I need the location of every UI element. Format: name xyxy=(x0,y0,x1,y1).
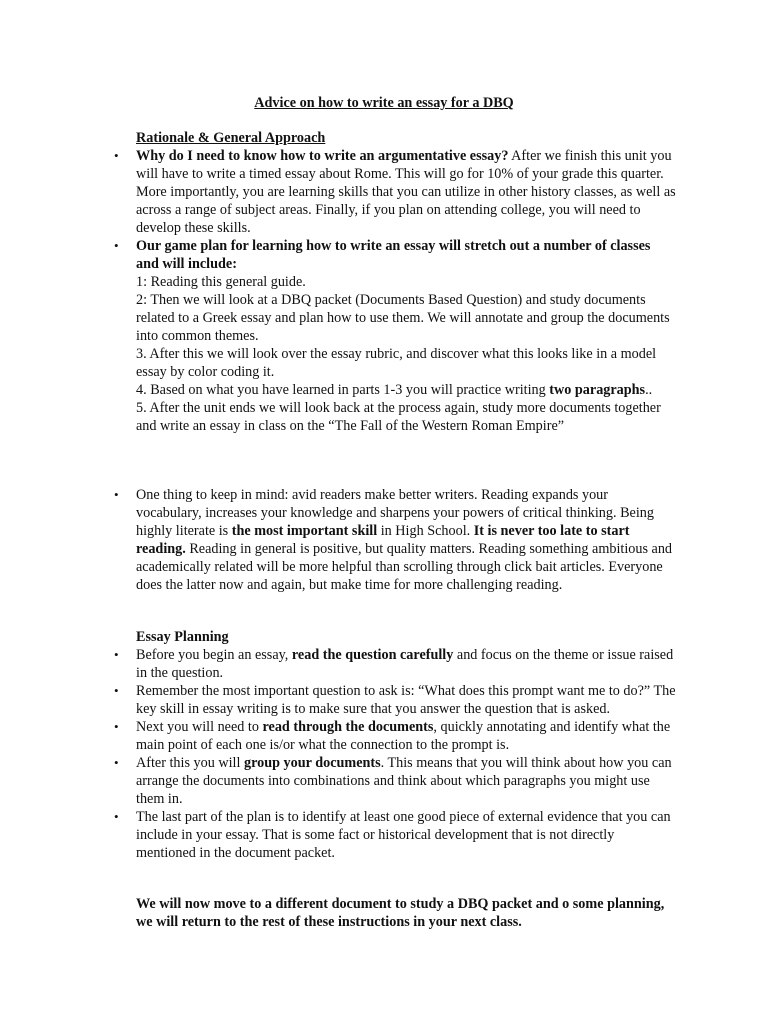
plan-text: , quickly annotating and identify what the main point of each one is/or what the connection to the prompt is. xyxy=(136,719,671,753)
list-item xyxy=(114,646,676,682)
plan-text: Remember the most important question to ask is: “What does this prompt want me to do?” The key skill in essay writing is to make sure that you answer the question that is asked. xyxy=(136,683,676,717)
step-5: 5. After the unit ends we will look back at the process again, study more documents together and write an essay in class on the “The Fall of the Western Roman Empire” xyxy=(136,400,661,434)
document-title: Advice on how to write an essay for a DBQ xyxy=(254,95,514,111)
plan-text: After this you will xyxy=(136,755,244,771)
plan-text: Next you will need to xyxy=(136,719,263,735)
reading-text-3: Reading in general is positive, but quality matters. Reading something ambitious and academically related will be more helpful than scrolling through click bait articles. Everyone does the latter now and again, but make time for more challenging reading. xyxy=(136,541,673,593)
closing-note: We will now move to a different document to study a DBQ packet and o some planning, we will return to the rest of these instructions in your next class. xyxy=(136,896,665,930)
step-3: 3. After this we will look over the essay rubric, and discover what this looks like in a model essay by color coding it. xyxy=(136,346,657,380)
bullet-icon: • xyxy=(114,238,119,253)
step-4-bold: two paragraphs xyxy=(549,382,646,398)
rationale-section xyxy=(114,129,676,435)
list-item xyxy=(114,808,676,862)
list-item xyxy=(114,682,676,718)
plan-text: and focus on the theme or issue raised in the question. xyxy=(136,647,674,681)
question-text: After we finish this unit you will have to write a timed essay about Rome. This will go for 10% of your grade this quarter. More importantly, you are learning skills that you can utilize in other history classes, as well as across a range of subject areas. Finally, if you plan on attending college, you will need to develop these skills. xyxy=(136,148,676,236)
plan-bold: read the question carefully xyxy=(291,647,454,663)
list-item xyxy=(114,718,676,754)
plan-bold: read through the documents xyxy=(262,719,434,735)
bullet-icon: • xyxy=(114,719,119,734)
bullet-icon: • xyxy=(114,647,119,662)
list-item xyxy=(114,486,676,594)
list-item xyxy=(114,147,676,237)
step-1: 1: Reading this general guide. xyxy=(136,274,306,290)
bullet-icon: • xyxy=(114,683,119,698)
reading-section xyxy=(114,486,676,594)
question-bold: Why do I need to know how to write an argumentative essay? xyxy=(136,148,509,164)
rationale-heading: Rationale & General Approach xyxy=(136,130,326,146)
bullet-icon: • xyxy=(114,487,119,502)
list-item xyxy=(114,754,676,808)
step-4 xyxy=(136,381,676,399)
step-4-end: .. xyxy=(645,382,653,398)
planning-section xyxy=(114,628,676,862)
reading-bold-1: the most important skill xyxy=(231,523,378,539)
plan-text: Before you begin an essay, xyxy=(136,647,292,663)
planning-list xyxy=(114,646,676,862)
plan-text: . This means that you will think about how you can arrange the documents into combinations and think about which paragraphs you might use them in. xyxy=(136,755,672,807)
game-plan-bold: Our game plan for learning how to write an essay will stretch out a number of classes and will include: xyxy=(136,238,651,272)
rationale-list xyxy=(114,147,676,435)
reading-bold-2: It is never too late to start reading. xyxy=(136,523,630,557)
planning-heading: Essay Planning xyxy=(136,629,229,645)
reading-text-2: in High School. xyxy=(377,523,474,539)
plan-text: The last part of the plan is to identify at least one good piece of external evidence that you can include in your essay. That is some fact or historical development that is not directly mentioned in the document packet. xyxy=(136,809,671,861)
step-2: 2: Then we will look at a DBQ packet (Documents Based Question) and study documents related to a Greek essay and plan how to use them. We will annotate and group the documents into common themes. xyxy=(136,292,670,344)
bullet-icon: • xyxy=(114,755,119,770)
bullet-icon: • xyxy=(114,148,119,163)
step-4-text: 4. Based on what you have learned in parts 1-3 you will practice writing xyxy=(136,382,550,398)
list-item xyxy=(114,237,676,435)
bullet-icon: • xyxy=(114,809,119,824)
reading-list xyxy=(114,486,676,594)
reading-text-1: One thing to keep in mind: avid readers make better writers. Reading expands your vocabulary, increases your knowledge and sharpens your powers of critical thinking. Being highly literate is xyxy=(136,487,654,539)
plan-bold: group your documents xyxy=(243,755,381,771)
